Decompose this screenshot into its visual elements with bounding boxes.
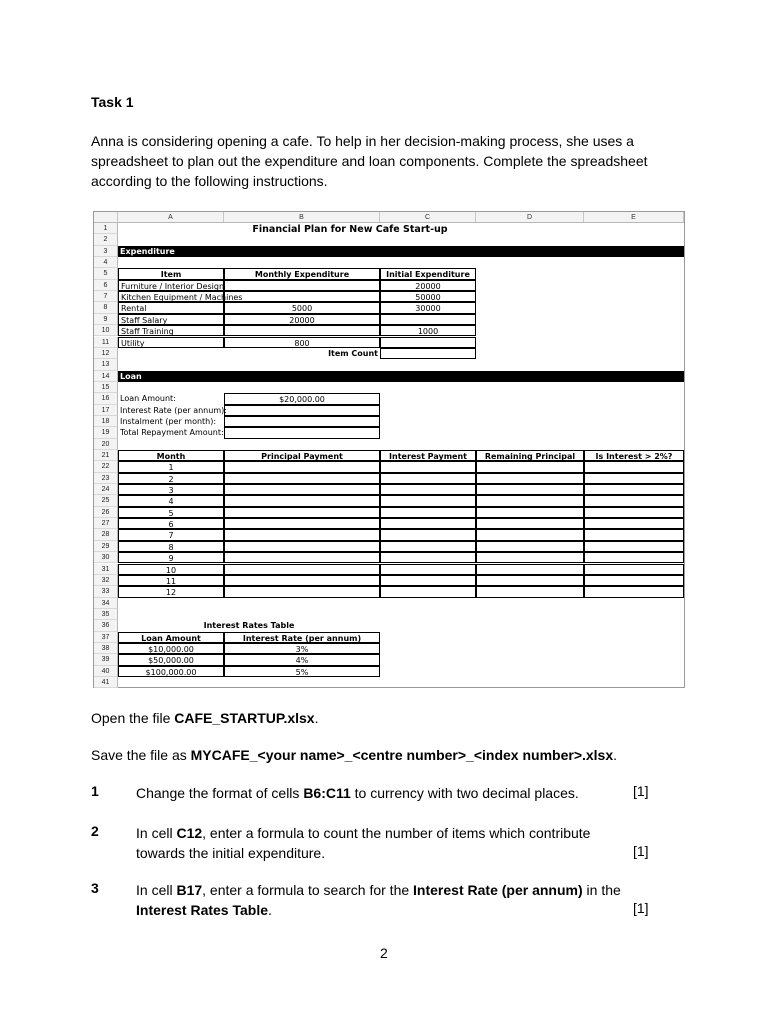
expenditure-monthly bbox=[224, 325, 380, 336]
rates-header: Interest Rate (per annum) bbox=[224, 632, 380, 643]
schedule-cell bbox=[476, 495, 584, 506]
column-header-a: A bbox=[118, 212, 224, 223]
schedule-month: 12 bbox=[118, 586, 224, 597]
row-header: 7 bbox=[94, 291, 118, 302]
row-header: 37 bbox=[94, 632, 118, 643]
schedule-cell bbox=[380, 552, 476, 563]
schedule-month: 1 bbox=[118, 461, 224, 472]
expenditure-item: Utility bbox=[118, 337, 224, 348]
row-header: 11 bbox=[94, 337, 118, 348]
loan-bar: Loan bbox=[118, 371, 684, 382]
schedule-cell bbox=[476, 564, 584, 575]
corner-cell bbox=[94, 212, 118, 223]
save-file-instruction: Save the file as MYCAFE_<your name>_<centre number>_<index number>.xlsx. bbox=[91, 747, 618, 763]
schedule-cell bbox=[476, 461, 584, 472]
row-header: 38 bbox=[94, 643, 118, 654]
schedule-cell bbox=[224, 586, 380, 597]
row-header: 13 bbox=[94, 359, 118, 370]
schedule-header: Principal Payment bbox=[224, 450, 380, 461]
rates-rate: 4% bbox=[224, 654, 380, 665]
schedule-cell bbox=[584, 495, 684, 506]
loan-label: Total Repayment Amount: bbox=[120, 428, 224, 438]
row-header: 15 bbox=[94, 382, 118, 393]
expenditure-initial: 1000 bbox=[380, 325, 476, 336]
schedule-cell bbox=[584, 461, 684, 472]
loan-value bbox=[224, 427, 380, 438]
row-header: 33 bbox=[94, 586, 118, 597]
row-header: 2 bbox=[94, 234, 118, 245]
schedule-cell bbox=[380, 507, 476, 518]
expenditure-initial: 30000 bbox=[380, 302, 476, 313]
schedule-cell bbox=[224, 564, 380, 575]
schedule-month: 8 bbox=[118, 541, 224, 552]
question-mark: [1] bbox=[633, 843, 649, 859]
expenditure-item: Furniture / Interior Design bbox=[118, 280, 224, 291]
expenditure-header: Initial Expenditure bbox=[380, 268, 476, 279]
schedule-header: Remaining Principal bbox=[476, 450, 584, 461]
row-header: 6 bbox=[94, 280, 118, 291]
schedule-header: Month bbox=[118, 450, 224, 461]
row-header: 27 bbox=[94, 518, 118, 529]
loan-label: Instalment (per month): bbox=[120, 416, 217, 426]
question-mark: [1] bbox=[633, 900, 649, 916]
expenditure-header: Item bbox=[118, 268, 224, 279]
question-number: 2 bbox=[91, 823, 99, 839]
item-count-label: Item Count bbox=[328, 348, 378, 358]
schedule-cell bbox=[380, 495, 476, 506]
schedule-cell bbox=[584, 564, 684, 575]
row-header: 19 bbox=[94, 427, 118, 438]
row-header: 3 bbox=[94, 246, 118, 257]
row-header: 4 bbox=[94, 257, 118, 268]
row-header: 25 bbox=[94, 495, 118, 506]
row-header: 5 bbox=[94, 268, 118, 279]
schedule-cell bbox=[584, 518, 684, 529]
row-header: 39 bbox=[94, 654, 118, 665]
schedule-cell bbox=[476, 529, 584, 540]
schedule-month: 11 bbox=[118, 575, 224, 586]
rates-rate: 3% bbox=[224, 643, 380, 654]
row-header: 21 bbox=[94, 450, 118, 461]
schedule-cell bbox=[476, 518, 584, 529]
schedule-cell bbox=[380, 564, 476, 575]
schedule-cell bbox=[380, 586, 476, 597]
row-header: 34 bbox=[94, 598, 118, 609]
expenditure-monthly bbox=[224, 291, 380, 302]
question-text: Change the format of cells B6:C11 to currency with two decimal places. bbox=[136, 785, 579, 801]
open-file-instruction: Open the file CAFE_STARTUP.xlsx. bbox=[91, 710, 319, 726]
expenditure-monthly bbox=[224, 280, 380, 291]
spreadsheet-screenshot bbox=[93, 211, 685, 688]
row-header: 26 bbox=[94, 507, 118, 518]
open-file-name: CAFE_STARTUP.xlsx bbox=[174, 710, 315, 726]
row-header: 18 bbox=[94, 416, 118, 427]
row-header: 30 bbox=[94, 552, 118, 563]
schedule-month: 2 bbox=[118, 473, 224, 484]
rates-amount: $10,000.00 bbox=[118, 643, 224, 654]
schedule-month: 7 bbox=[118, 529, 224, 540]
rates-rate: 5% bbox=[224, 666, 380, 677]
schedule-cell bbox=[224, 552, 380, 563]
row-header: 10 bbox=[94, 325, 118, 336]
schedule-cell bbox=[584, 586, 684, 597]
schedule-header: Interest Payment bbox=[380, 450, 476, 461]
row-header: 36 bbox=[94, 620, 118, 631]
schedule-cell bbox=[476, 586, 584, 597]
column-header-b: B bbox=[224, 212, 380, 223]
schedule-cell bbox=[224, 484, 380, 495]
schedule-cell bbox=[224, 461, 380, 472]
question-text: In cell B17, enter a formula to search for the Interest Rate (per annum) in the Interest Rates Table. bbox=[136, 882, 621, 918]
schedule-cell bbox=[224, 507, 380, 518]
schedule-header: Is Interest > 2%? bbox=[584, 450, 684, 461]
schedule-cell bbox=[380, 529, 476, 540]
schedule-cell bbox=[380, 541, 476, 552]
schedule-cell bbox=[584, 541, 684, 552]
schedule-cell bbox=[476, 552, 584, 563]
question-number: 3 bbox=[91, 880, 99, 896]
expenditure-item: Rental bbox=[118, 302, 224, 313]
column-header-d: D bbox=[476, 212, 584, 223]
expenditure-initial bbox=[380, 314, 476, 325]
schedule-cell bbox=[584, 552, 684, 563]
schedule-cell bbox=[584, 529, 684, 540]
schedule-cell bbox=[476, 473, 584, 484]
schedule-cell bbox=[584, 473, 684, 484]
expenditure-monthly: 20000 bbox=[224, 314, 380, 325]
schedule-month: 3 bbox=[118, 484, 224, 495]
sheet-title: Financial Plan for New Cafe Start-up bbox=[252, 224, 448, 235]
row-header: 29 bbox=[94, 541, 118, 552]
expenditure-monthly: 5000 bbox=[224, 302, 380, 313]
expenditure-item: Kitchen Equipment / Machines bbox=[118, 291, 224, 302]
question-text: In cell C12, enter a formula to count the number of items which contribute towards the initial expenditure. bbox=[136, 825, 591, 861]
question-number: 1 bbox=[91, 783, 99, 799]
row-header: 1 bbox=[94, 223, 118, 234]
loan-label: Loan Amount: bbox=[120, 394, 176, 404]
row-header: 40 bbox=[94, 666, 118, 677]
row-header: 9 bbox=[94, 314, 118, 325]
loan-label: Interest Rate (per annum): bbox=[120, 405, 227, 415]
loan-value bbox=[224, 405, 380, 416]
expenditure-initial: 20000 bbox=[380, 280, 476, 291]
schedule-month: 9 bbox=[118, 552, 224, 563]
loan-value: $20,000.00 bbox=[224, 393, 380, 404]
expenditure-monthly: 800 bbox=[224, 337, 380, 348]
row-header: 23 bbox=[94, 473, 118, 484]
schedule-cell bbox=[380, 484, 476, 495]
task-title: Task 1 bbox=[91, 94, 134, 110]
schedule-cell bbox=[476, 541, 584, 552]
schedule-month: 10 bbox=[118, 564, 224, 575]
loan-value bbox=[224, 416, 380, 427]
schedule-cell bbox=[380, 575, 476, 586]
schedule-cell bbox=[224, 541, 380, 552]
schedule-cell bbox=[584, 575, 684, 586]
row-header: 12 bbox=[94, 348, 118, 359]
schedule-cell bbox=[224, 529, 380, 540]
rates-table-title: Interest Rates Table bbox=[203, 621, 295, 631]
schedule-month: 5 bbox=[118, 507, 224, 518]
row-header: 32 bbox=[94, 575, 118, 586]
expenditure-initial: 50000 bbox=[380, 291, 476, 302]
schedule-month: 6 bbox=[118, 518, 224, 529]
rates-amount: $100,000.00 bbox=[118, 666, 224, 677]
expenditure-header: Monthly Expenditure bbox=[224, 268, 380, 279]
row-header: 14 bbox=[94, 371, 118, 382]
row-header: 31 bbox=[94, 564, 118, 575]
row-header: 16 bbox=[94, 393, 118, 404]
schedule-cell bbox=[380, 518, 476, 529]
row-header: 20 bbox=[94, 439, 118, 450]
row-header: 41 bbox=[94, 677, 118, 688]
schedule-cell bbox=[476, 575, 584, 586]
expenditure-item: Staff Salary bbox=[118, 314, 224, 325]
page-number: 2 bbox=[380, 945, 388, 961]
item-count-value bbox=[380, 348, 476, 359]
column-header-c: C bbox=[380, 212, 476, 223]
save-file-name: MYCAFE_<your name>_<centre number>_<index number>.xlsx bbox=[190, 747, 614, 763]
schedule-cell bbox=[224, 518, 380, 529]
schedule-cell bbox=[476, 507, 584, 518]
schedule-cell bbox=[380, 473, 476, 484]
row-header: 22 bbox=[94, 461, 118, 472]
expenditure-initial bbox=[380, 337, 476, 348]
schedule-cell bbox=[224, 495, 380, 506]
row-header: 35 bbox=[94, 609, 118, 620]
column-header-e: E bbox=[584, 212, 684, 223]
schedule-cell bbox=[224, 473, 380, 484]
row-header: 8 bbox=[94, 302, 118, 313]
schedule-cell bbox=[476, 484, 584, 495]
expenditure-bar: Expenditure bbox=[118, 246, 684, 257]
schedule-cell bbox=[224, 575, 380, 586]
intro-paragraph: Anna is considering opening a cafe. To help in her decision-making process, she uses a spreadsheet to plan out the expenditure and loan components. Complete the spreadsheet according to the following instructions. bbox=[91, 133, 648, 189]
schedule-cell bbox=[584, 507, 684, 518]
schedule-month: 4 bbox=[118, 495, 224, 506]
expenditure-item: Staff Training bbox=[118, 325, 224, 336]
schedule-cell bbox=[380, 461, 476, 472]
row-header: 17 bbox=[94, 405, 118, 416]
rates-amount: $50,000.00 bbox=[118, 654, 224, 665]
row-header: 24 bbox=[94, 484, 118, 495]
row-header: 28 bbox=[94, 529, 118, 540]
schedule-cell bbox=[584, 484, 684, 495]
question-mark: [1] bbox=[633, 783, 649, 799]
rates-header: Loan Amount bbox=[118, 632, 224, 643]
